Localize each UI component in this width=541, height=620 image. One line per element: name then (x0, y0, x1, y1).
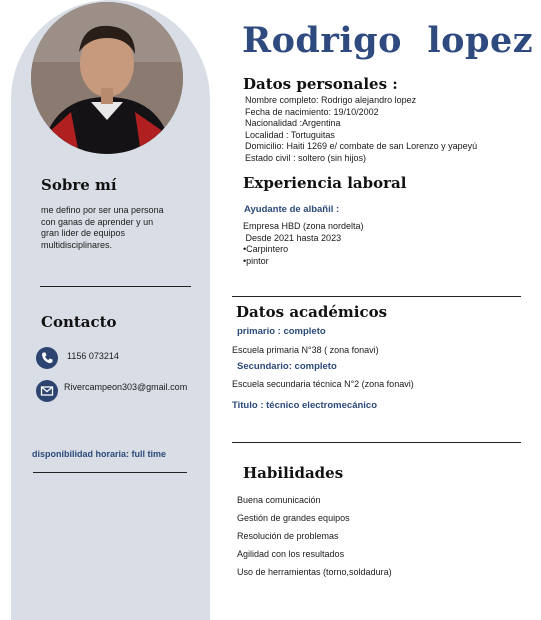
academic-divider-top (232, 296, 521, 297)
availability-text: disponibilidad horaria: full time (32, 449, 167, 459)
personal-line: Nombre completo: Rodrigo alejandro lopez (245, 95, 417, 105)
experience-role: Ayudante de albañil : (244, 204, 340, 215)
personal-line: Domicilio: Haiti 1269 e/ combate de san Lorenzo y yapeyú (245, 141, 478, 151)
personal-line: Estado civil : soltero (sin hijos) (245, 152, 367, 163)
about-line: con ganas de aprender y un (41, 216, 154, 227)
profile-photo (31, 2, 183, 154)
experience-line: Desde 2021 hasta 2023 (243, 232, 342, 243)
skill-item: Gestión de grandes equipos (237, 513, 350, 523)
secondary-school: Escuela secundaria técnica N°2 (zona fonavi) (232, 379, 414, 389)
academic-title: Datos académicos (236, 303, 388, 321)
secondary-label: Secundario: completo (237, 361, 337, 372)
profile-photo-image (31, 2, 183, 154)
contact-title: Contacto (41, 313, 117, 331)
experience-line: •Carpintero (243, 244, 289, 255)
about-line: multidisciplinares. (41, 239, 113, 250)
candidate-name: Rodrigo lopez (242, 20, 534, 61)
email-address[interactable]: Rivercampeon303@gmail.com (64, 382, 188, 392)
phone-number[interactable]: 1156 073214 (67, 351, 119, 361)
experience-details (243, 221, 364, 268)
personal-details (245, 95, 535, 164)
phone-icon (36, 347, 58, 369)
skill-item: Uso de herramientas (torno,soldadura) (237, 567, 392, 577)
about-line: me defino por ser una persona (41, 205, 164, 215)
degree: Titulo : técnico electromecánico (232, 400, 378, 411)
personal-line: Fecha de nacimiento: 19/10/2002 (245, 106, 379, 117)
about-text (41, 205, 201, 251)
primary-school: Escuela primaria N°38 ( zona fonavi) (232, 345, 379, 355)
about-line: gran lider de equipos (41, 228, 126, 238)
about-title: Sobre mí (41, 176, 117, 194)
sidebar-divider-bottom (33, 472, 187, 473)
personal-line: Nacionalidad :Argentina (245, 118, 341, 128)
skill-item: Buena comunicación (237, 495, 321, 505)
sidebar-divider (40, 286, 191, 287)
primary-label: primario : completo (237, 326, 326, 337)
personal-title: Datos personales : (243, 75, 398, 93)
skills-list (237, 491, 392, 581)
skills-title: Habilidades (243, 464, 344, 482)
academic-divider-bottom (232, 442, 521, 443)
skill-item: Resolución de problemas (237, 531, 339, 541)
experience-line: •pintor (243, 256, 269, 267)
experience-title: Experiencia laboral (243, 174, 407, 192)
mail-icon (36, 380, 58, 402)
skill-item: Agilidad con los resultados (237, 549, 345, 559)
personal-line: Localidad : Tortuguitas (245, 129, 335, 140)
experience-line: Empresa HBD (zona nordelta) (243, 221, 364, 231)
